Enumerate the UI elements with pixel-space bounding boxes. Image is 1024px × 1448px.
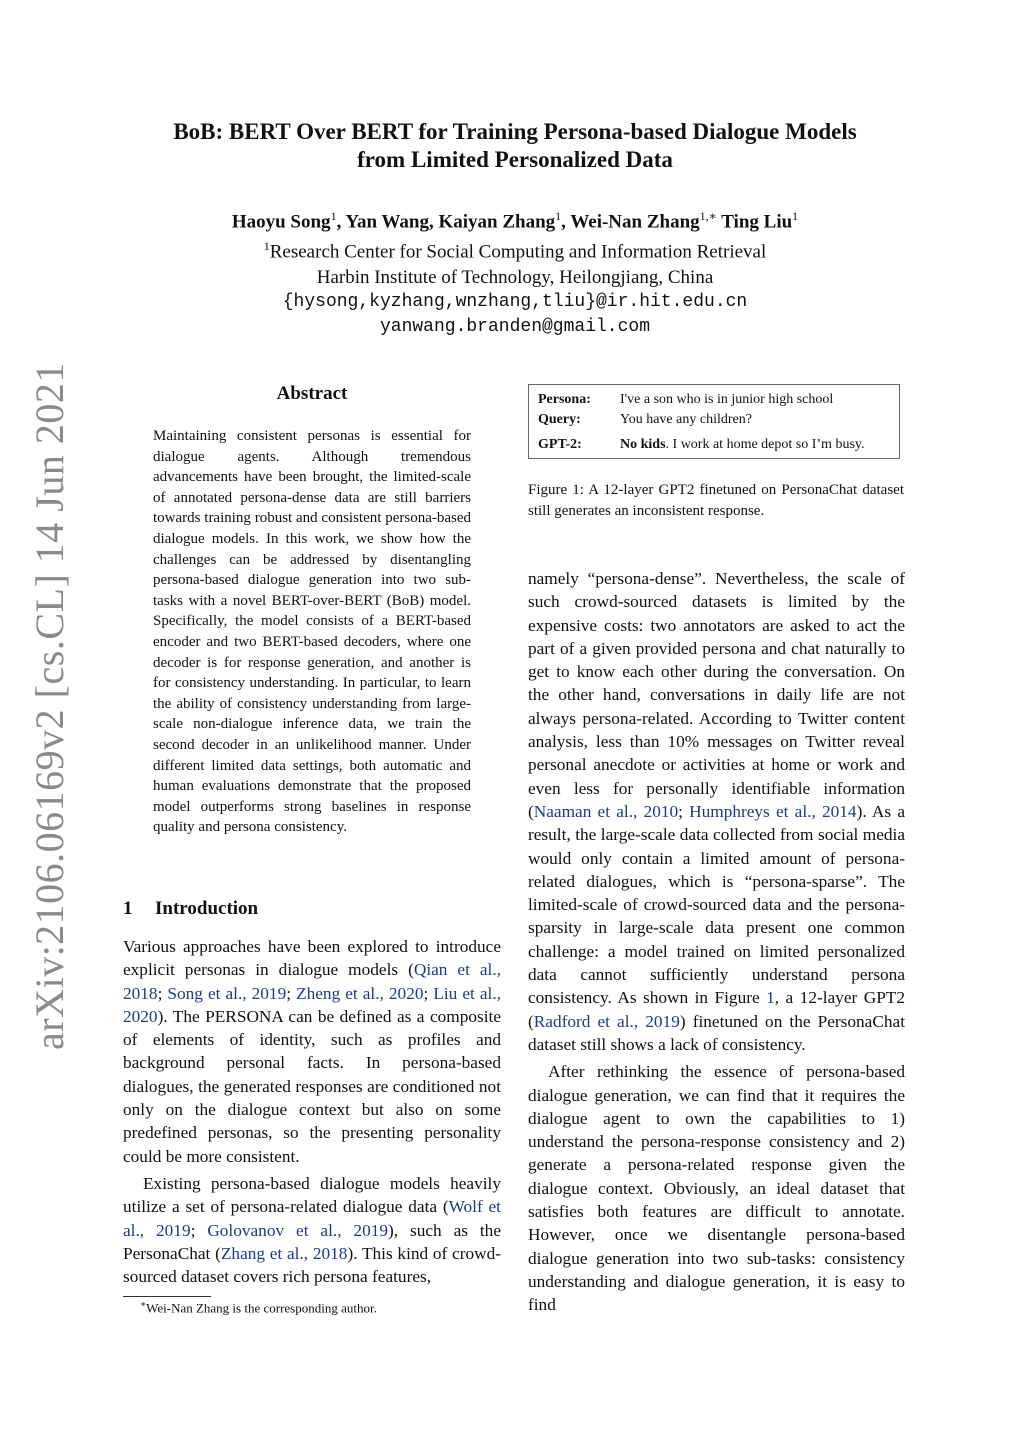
affiliation-name: Research Center for Social Computing and Information Retrieval <box>269 241 767 263</box>
text-run: Various approaches have been explored to introduce explicit personas in dialogue models ( <box>123 937 501 980</box>
text-run: namely “persona-dense”. Nevertheless, the scale of such crowd-sourced datasets is limited by the expensive costs: two annotators are asked to act the part of a given provided persona and chat naturally to get to know each other during the conversation. On the other hand, conversations in daily life are not always persona-related. According to Twitter content analysis, less than 10% messages on Twitter reveal personal anecdote or activities at home or work and even less for personally identifiable information ( <box>528 569 905 821</box>
intro-paragraph-2 <box>123 1172 501 1288</box>
text-run: Existing persona-based dialogue models heavily utilize a set of persona-related dialogue data ( <box>123 1173 501 1217</box>
abstract-text: Maintaining consistent personas is essential for dialogue agents. Although tremendous advancements have been brought, the limited-scale of annotated persona-dense data are still barriers towards training robust and consistent persona-based dialogue models. In this work, we show how the challenges can be addressed by disentangling persona-based dialogue generation into two sub-tasks with a novel BERT-over-BERT (BoB) model. Specifically, the model consists of a BERT-based encoder and two BERT-based decoders, where one decoder is for response generation, and another is for consistency understanding. In particular, to learn the ability of consistency understanding from large-scale non-dialogue inference data, we train the second decoder in an unlikelihood manner. Under different limited data settings, both automatic and human evaluations demonstrate that the proposed model outperforms strong baselines in response quality and persona consistency. <box>153 428 471 836</box>
figure-reference-link[interactable]: 1 <box>766 988 775 1008</box>
email-line-1: {hysong,kyzhang,wnzhang,tliu}@ir.hit.edu.cn <box>282 291 748 312</box>
citation-link[interactable]: Naaman et al., 2010 <box>533 801 679 821</box>
author-1: Haoyu Song <box>231 211 331 233</box>
right-paragraph-2: After rethinking the essence of persona-based dialogue generation, we can find that it requires the dialogue agent to own the capabilities to 1) understand the persona-response consistency and 2) generate a persona-related response given the dialogue context. Obviously, an ideal dataset that satisfies both features are difficult to annotate. However, once we disentangle persona-based dialogue generation into two sub-tasks: consistency understanding and dialogue generation, it is easy to find <box>528 1062 905 1315</box>
row-value-rest: . I work at home depot so I’m busy. <box>665 437 865 452</box>
author-4-affil: 1,∗ <box>699 209 717 223</box>
citation-link[interactable]: Liu et al., 2020 <box>123 983 501 1026</box>
figure-row-gpt2 <box>538 435 895 455</box>
footnote <box>140 1299 377 1316</box>
author-3-affil: 1 <box>555 209 562 223</box>
section-heading-introduction <box>123 898 258 920</box>
figure-row-query <box>538 410 895 430</box>
row-value <box>620 435 864 455</box>
text-run: ). This kind of crowd-sourced dataset covers rich persona features, <box>123 1243 501 1287</box>
intro-paragraph-1 <box>123 935 501 1168</box>
row-label: GPT-2: <box>538 437 582 452</box>
citation-link[interactable]: Qian et al., 2018 <box>123 960 501 1003</box>
citation-link[interactable]: Wolf et al., 2019 <box>123 1197 501 1240</box>
footnote-text: Wei-Nan Zhang is the corresponding author. <box>146 1300 377 1316</box>
author-4: , Wei-Nan Zhang <box>561 211 700 233</box>
row-label: Persona: <box>538 392 591 407</box>
citation-link[interactable]: Humphreys et al., 2014 <box>689 801 857 821</box>
abstract-heading: Abstract <box>276 383 348 404</box>
text-run: , a 12-layer GPT2 ( <box>528 988 906 1031</box>
author-5: Ting Liu <box>716 211 793 233</box>
author-5-affil: 1 <box>792 209 799 223</box>
row-label: Query: <box>538 412 581 427</box>
text-run: ; <box>423 983 434 1003</box>
section-number: 1 <box>123 898 133 919</box>
section-title: Introduction <box>155 898 259 919</box>
row-value: I've a son who is in junior high school <box>620 392 834 407</box>
affiliation-line-2: Harbin Institute of Technology, Heilongjiang, China <box>316 266 714 288</box>
title-line-1: BoB: BERT Over BERT for Training Persona-based Dialogue Models <box>173 119 857 144</box>
text-run: ; <box>157 983 168 1003</box>
affiliation-mark: 1 <box>263 239 270 254</box>
citation-link[interactable]: Radford et al., 2019 <box>533 1011 680 1031</box>
author-2-3: , Yan Wang, Kaiyan Zhang <box>336 211 556 233</box>
text-run: ). The PERSONA can be defined as a composite of elements of identity, such as profiles and background personal facts. In persona-based dialogues, the generated responses are conditioned not only on the dialogue context but also on some predefined personas, so the presenting personality could be more consistent. <box>123 1006 501 1166</box>
figure-1-table <box>528 384 900 459</box>
figure-row-persona <box>538 390 895 410</box>
email-line-2: yanwang.branden@gmail.com <box>379 316 651 337</box>
affiliation-line-1 <box>120 234 910 264</box>
author-names <box>120 204 910 234</box>
row-value: You have any children? <box>620 412 752 427</box>
text-run: ; <box>286 983 297 1003</box>
text-run: ). As a result, the large-scale data collected from social media would only contain a limited amount of persona-related dialogues, which is “persona-sparse”. The limited-scale of crowd-sourced data and the persona-sparsity in large-scale data present one common challenge: a model trained on limited personalized data cannot sufficiently understand persona consistency. As shown in Figure <box>528 801 905 1008</box>
footnote-mark: ∗ <box>140 1299 147 1309</box>
text-run: ), such as the PersonaChat ( <box>123 1220 501 1263</box>
right-paragraph-1 <box>528 567 905 1056</box>
footnote-divider <box>123 1296 211 1297</box>
figure-1-caption: Figure 1: A 12-layer GPT2 finetuned on PersonaChat dataset still generates an inconsistent response. <box>528 482 904 519</box>
title-line-2: from Limited Personalized Data <box>357 147 673 172</box>
citation-link[interactable]: Zheng et al., 2020 <box>296 983 424 1003</box>
citation-link[interactable]: Zhang et al., 2018 <box>220 1243 348 1263</box>
right-column <box>528 567 905 1317</box>
arxiv-side-stamp: arXiv:2106.06169v2 [cs.CL] 14 Jun 2021 <box>27 362 72 1050</box>
citation-link[interactable]: Golovanov et al., 2019 <box>207 1220 388 1240</box>
paper-title <box>120 118 910 174</box>
introduction-column <box>123 935 501 1288</box>
text-run: ; <box>190 1220 208 1240</box>
row-value-bold: No kids <box>620 437 666 452</box>
text-run: ; <box>678 801 690 821</box>
citation-link[interactable]: Song et al., 2019 <box>167 983 287 1003</box>
text-run: ) finetuned on the PersonaChat dataset still shows a lack of consistency. <box>528 1011 905 1054</box>
author-1-affil: 1 <box>330 209 337 223</box>
author-block <box>120 204 910 340</box>
